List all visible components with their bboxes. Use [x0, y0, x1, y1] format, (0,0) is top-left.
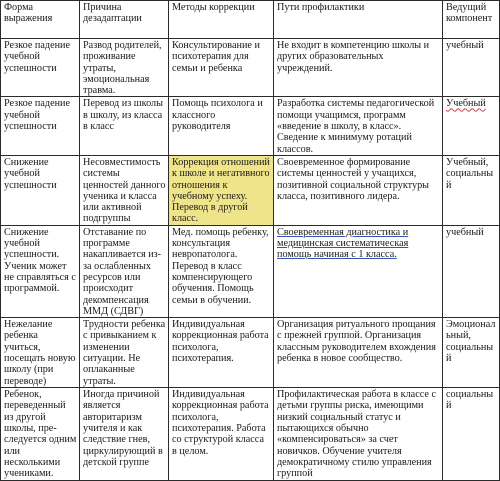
cell-prevention: Профилактическая работа в классе с детьми группы риска, имеющими низкий социальный статус и пытающихся обычно «компенсироваться» за счет новичков. Обучение учителя демократичному стилю управления группой — [274, 388, 443, 480]
cell-methods: Коррекция отношений к школе и негативного отношения к учебному успеху. Перевод в другой класс. — [169, 155, 274, 225]
cell-component: Учебный, социальный — [443, 155, 500, 225]
header-methods: Методы коррекции — [169, 1, 274, 39]
cell-methods: Консультирование и психотерапия для семьи и ребенка — [169, 39, 274, 97]
cell-form: Ребенок, переведенный из другой школы, пре-следуется одним или несколькими учениками. — [1, 388, 80, 480]
cell-prevention: Не входит в компетенцию школы и других образовательных учреждений. — [274, 39, 443, 97]
cell-cause: Перевод из школы в школу, из класса в класс — [80, 97, 169, 155]
cell-methods: Индивидуальная коррекционная работа психолога, психотерапия. — [169, 318, 274, 388]
cell-cause: Несовместимость системы ценностей данного ученика и класса или активной подгруппы — [80, 155, 169, 225]
cell-methods: Помощь психолога и классного руководителя — [169, 97, 274, 155]
cell-prevention: Организация ритуального прощания с прежней группой. Организация классным руководителем вхождения ребенка в новое сообщество. — [274, 318, 443, 388]
cell-form: Снижение учебной успешности — [1, 155, 80, 225]
cell-prevention: Своевременное формирование системы ценностей у учащихся, позитивной социальной структуры класса, позитивного лидера. — [274, 155, 443, 225]
header-prevention: Пути профилактики — [274, 1, 443, 39]
cell-form: Снижение учебной успешности. Ученик может не справляться с программой. — [1, 225, 80, 317]
table-row — [1, 97, 500, 155]
cell-form: Резкое падение учебной успешности — [1, 39, 80, 97]
cell-component: учебный — [443, 225, 500, 317]
cell-component: Учебный — [443, 97, 500, 155]
table-row — [1, 39, 500, 97]
cell-component: учебный — [443, 39, 500, 97]
cell-cause: Отставание по программе накапливается из-за ослабленных ресурсов или происходит декомпенсация ММД (СДВГ) — [80, 225, 169, 317]
table-row — [1, 388, 500, 480]
cell-prevention: Своевременная диагностика и медицинская систематическая помощь начиная с 1 класса. — [274, 225, 443, 317]
cell-methods: Мед. помощь ребенку, консультация невропатолога. Перевод в класс компенсирующего обучения. Помощь семьи в обучении. — [169, 225, 274, 317]
cell-methods: Индивидуальная коррекционная работа психолога, психотерапия. Работа со структурой класса в целом. — [169, 388, 274, 480]
table-row — [1, 318, 500, 388]
cell-component: Эмоциональный, социальный — [443, 318, 500, 388]
table-row — [1, 155, 500, 225]
cell-form: Резкое падение учебной успешности — [1, 97, 80, 155]
cell-form: Нежелание ребенка учиться, посещать новую школу (при переводе) — [1, 318, 80, 388]
cell-cause: Иногда причиной является авторитаризм учителя и как следствие гнев, циркулирующий в детской группе — [80, 388, 169, 480]
cell-component: социальный — [443, 388, 500, 480]
cell-prevention: Разработка системы педагогической помощи учащимся, программ «введение в школу, в класс». Сведение к минимуму ротаций классов. — [274, 97, 443, 155]
cell-cause: Развод родителей, проживание утраты, эмоциональная травма. — [80, 39, 169, 97]
header-cause: Причина дезадаптации — [80, 1, 169, 39]
table-row — [1, 225, 500, 317]
table-header-row — [1, 1, 500, 39]
header-component: Ведущий компонент — [443, 1, 500, 39]
header-form: Форма выражения — [1, 1, 80, 39]
cell-cause: Трудности ребенка с привыканием к изменении ситуации. Не оплаканные утраты. — [80, 318, 169, 388]
